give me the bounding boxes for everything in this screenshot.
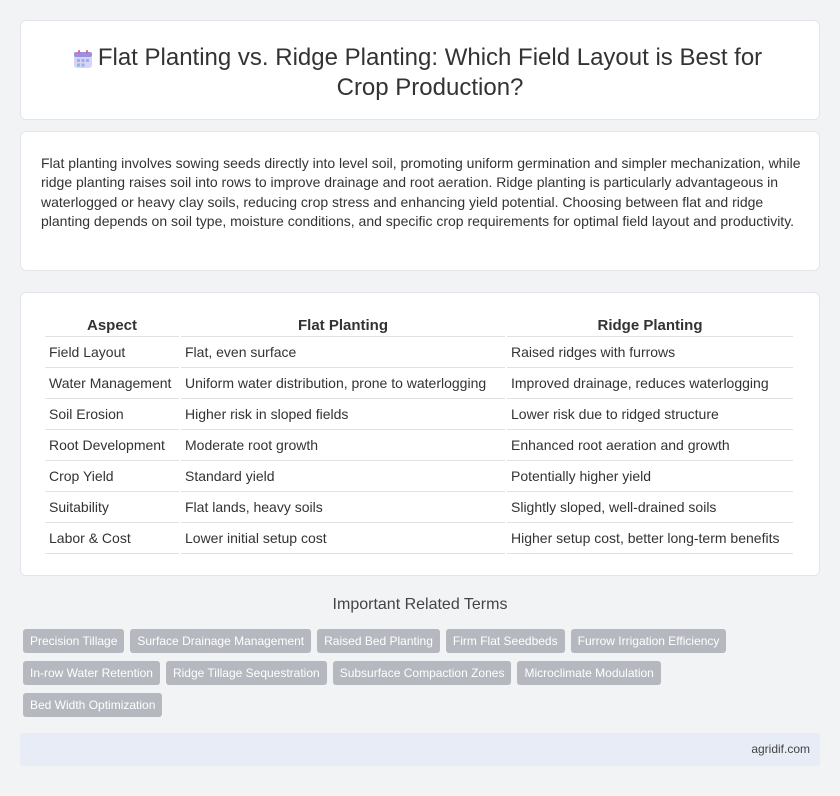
comparison-table xyxy=(43,315,795,554)
footer-site-link[interactable]: agridif.com xyxy=(751,742,810,756)
cell-ridge: Lower risk due to ridged structure xyxy=(507,399,793,430)
cell-flat: Higher risk in sloped fields xyxy=(181,399,505,430)
header-aspect: Aspect xyxy=(45,315,179,337)
table-row xyxy=(45,461,793,492)
cell-ridge: Potentially higher yield xyxy=(507,461,793,492)
comparison-table-card xyxy=(20,292,820,576)
header-flat-planting: Flat Planting xyxy=(181,315,505,337)
tag-bed-width-optimization[interactable]: Bed Width Optimization xyxy=(23,693,162,717)
cell-ridge: Raised ridges with furrows xyxy=(507,337,793,368)
cell-flat: Lower initial setup cost xyxy=(181,523,505,554)
summary-card xyxy=(20,131,820,271)
table-row xyxy=(45,492,793,523)
related-terms-title: Important Related Terms xyxy=(332,596,508,613)
title-card xyxy=(20,20,820,120)
cell-ridge: Enhanced root aeration and growth xyxy=(507,430,793,461)
cell-flat: Flat lands, heavy soils xyxy=(181,492,505,523)
table-row xyxy=(45,399,793,430)
tag-row xyxy=(23,629,823,653)
cell-aspect: Root Development xyxy=(45,430,179,461)
tag-microclimate-modulation[interactable]: Microclimate Modulation xyxy=(517,661,660,685)
tag-firm-flat-seedbeds[interactable]: Firm Flat Seedbeds xyxy=(446,629,565,653)
tag-ridge-tillage-sequestration[interactable]: Ridge Tillage Sequestration xyxy=(166,661,327,685)
tag-subsurface-compaction-zones[interactable]: Subsurface Compaction Zones xyxy=(333,661,512,685)
tag-precision-tillage[interactable]: Precision Tillage xyxy=(23,629,124,653)
cell-flat: Moderate root growth xyxy=(181,430,505,461)
cell-flat: Flat, even surface xyxy=(181,337,505,368)
tag-raised-bed-planting[interactable]: Raised Bed Planting xyxy=(317,629,440,653)
table-row xyxy=(45,337,793,368)
cell-aspect: Soil Erosion xyxy=(45,399,179,430)
footer xyxy=(20,733,820,766)
cell-flat: Standard yield xyxy=(181,461,505,492)
table-row xyxy=(45,430,793,461)
cell-flat: Uniform water distribution, prone to waterlogging xyxy=(181,368,505,399)
cell-aspect: Field Layout xyxy=(45,337,179,368)
tag-furrow-irrigation-efficiency[interactable]: Furrow Irrigation Efficiency xyxy=(571,629,727,653)
tag-row xyxy=(23,661,823,685)
cell-aspect: Labor & Cost xyxy=(45,523,179,554)
table-row xyxy=(45,523,793,554)
table-header-row xyxy=(45,315,793,337)
table-row xyxy=(45,368,793,399)
tag-row xyxy=(23,693,823,717)
tag-surface-drainage-management[interactable]: Surface Drainage Management xyxy=(130,629,311,653)
cell-aspect: Water Management xyxy=(45,368,179,399)
cell-aspect: Crop Yield xyxy=(45,461,179,492)
cell-aspect: Suitability xyxy=(45,492,179,523)
cell-ridge: Higher setup cost, better long-term benefits xyxy=(507,523,793,554)
tag-in-row-water-retention[interactable]: In-row Water Retention xyxy=(23,661,160,685)
header-ridge-planting: Ridge Planting xyxy=(507,315,793,337)
related-terms-tags xyxy=(23,629,823,725)
cell-ridge: Slightly sloped, well-drained soils xyxy=(507,492,793,523)
page-title: Flat Planting vs. Ridge Planting: Which Field Layout is Best for Crop Production? xyxy=(97,44,763,101)
summary-text: Flat planting involves sowing seeds directly into level soil, promoting uniform germination and simpler mechanization, while ridge planting raises soil into rows to improve drainage and root aeration. Ridge planting is particularly advantageous in waterlogged or heavy clay soils, reducing crop stress and enhancing yield potential. Choosing between flat and ridge planting depends on soil type, moisture conditions, and specific crop requirements for optimal field layout and productivity. xyxy=(41,155,801,230)
cell-ridge: Improved drainage, reduces waterlogging xyxy=(507,368,793,399)
